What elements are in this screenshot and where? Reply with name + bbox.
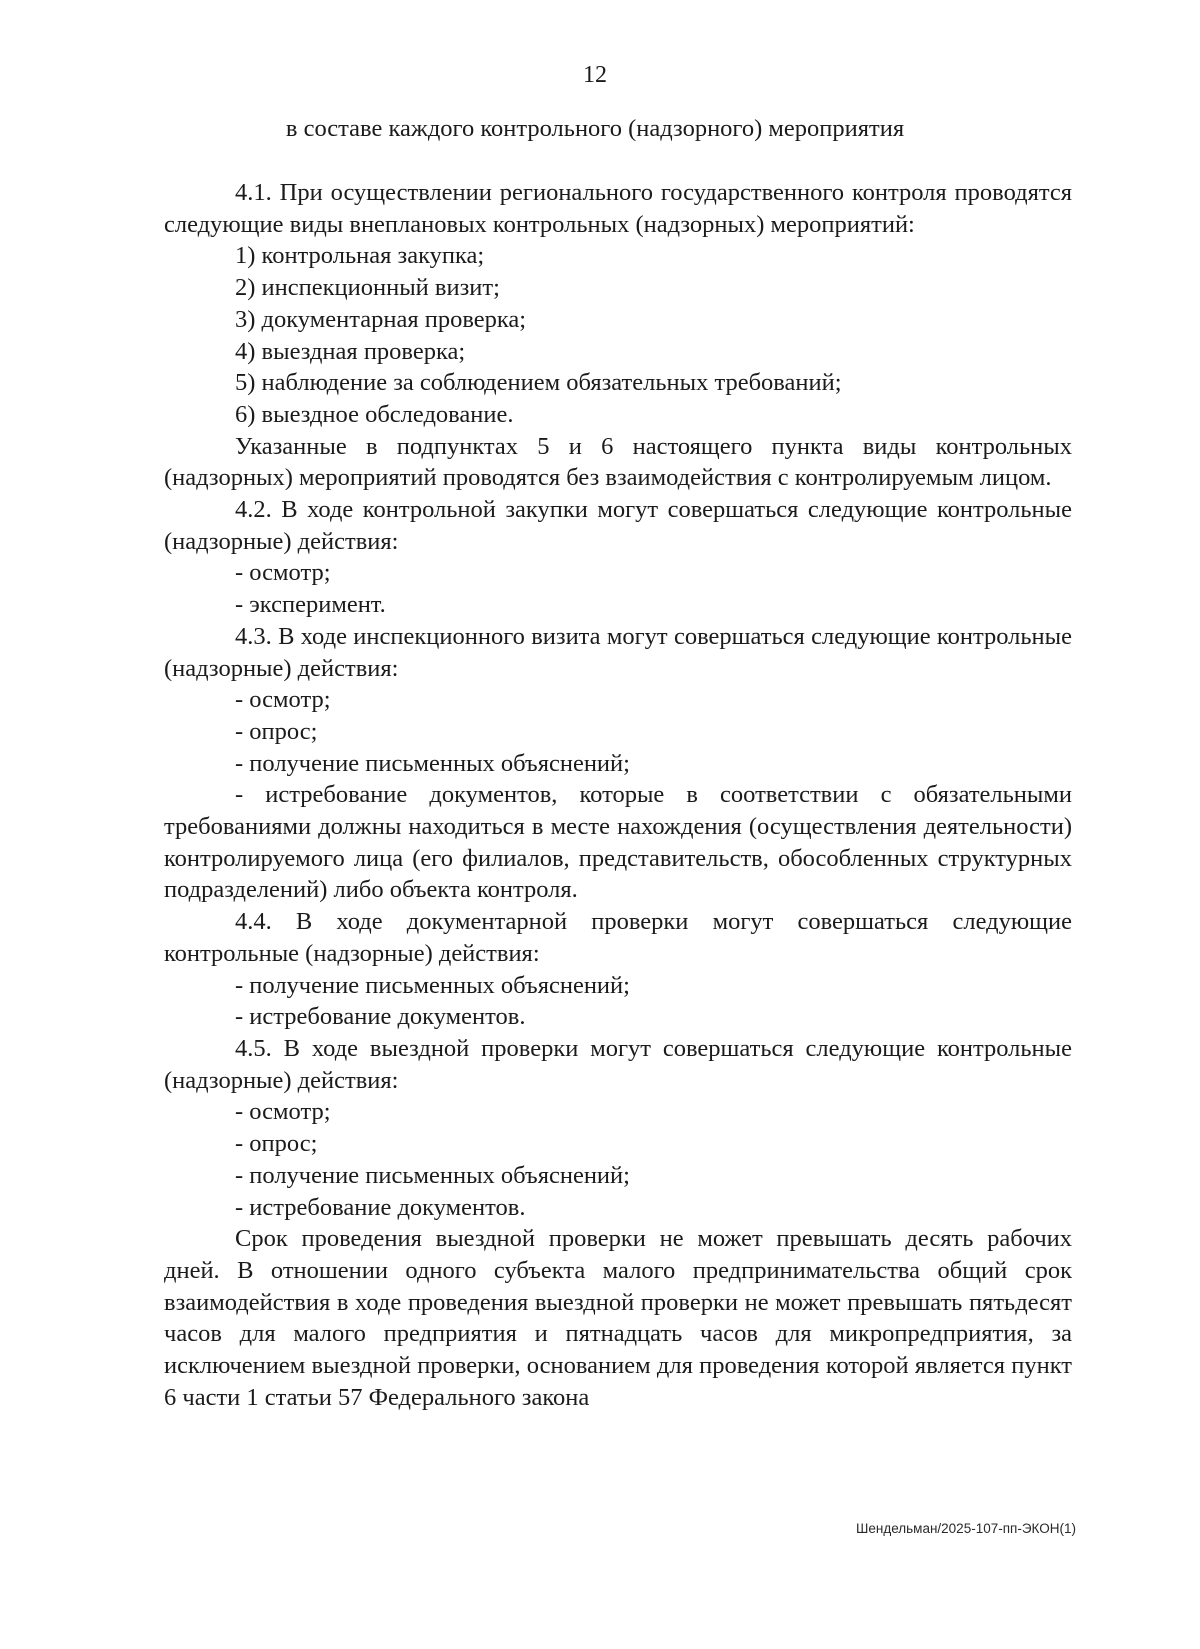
list-item: 4) выездная проверка; [235, 337, 466, 365]
paragraph-4-1: 4.1. При осуществлении регионального государственного контроля проводятся следующие виды внеплановых контрольных (надзорных) мероприятий: [164, 179, 1072, 238]
list-item: 3) документарная проверка; [235, 305, 527, 333]
document-body [164, 177, 1072, 1413]
list-item: - эксперимент. [235, 591, 386, 619]
list-item: 6) выездное обследование. [235, 400, 514, 428]
list-item: - осмотр; [235, 686, 331, 714]
list-item: - осмотр; [235, 559, 331, 587]
list-item: - получение письменных объяснений; [235, 971, 630, 999]
list-item: - получение письменных объяснений; [235, 1161, 630, 1189]
list-item: 2) инспекционный визит; [235, 274, 500, 302]
paragraph-4-2: 4.2. В ходе контрольной закупки могут совершаться следующие контрольные (надзорные) действия: [164, 496, 1072, 555]
list-item-long: - истребование документов, которые в соответствии с обязательными требованиями должны находиться в месте нахождения (осуществления деятельности) контролируемого лица (его филиалов, представительств, обособленных структурных подразделений) либо объекта контроля. [164, 781, 1072, 904]
list-item: 5) наблюдение за соблюдением обязательных требований; [235, 369, 842, 397]
paragraph-4-3: 4.3. В ходе инспекционного визита могут совершаться следующие контрольные (надзорные) действия: [164, 622, 1072, 682]
paragraph-term: Срок проведения выездной проверки не может превышать десять рабочих дней. В отношении одного субъекта малого предпринимательства общий срок взаимодействия в ходе проведения выездной проверки не может превышать пятьдесят часов для малого предприятия и пятнадцать часов для микропредприятия, за исключением выездной проверки, основанием для проведения которой является пункт 6 части 1 статьи 57 Федерального закона [164, 1225, 1072, 1411]
page-number: 12 [583, 62, 607, 88]
document-code: Шендельман/2025-107-пп-ЭКОН(1) [855, 1521, 1076, 1536]
section-title: в составе каждого контрольного (надзорного) мероприятия [285, 115, 905, 142]
list-item: - истребование документов. [235, 1003, 526, 1031]
list-item: - опрос; [235, 1130, 318, 1158]
list-item: 1) контрольная закупка; [235, 242, 485, 270]
list-item: - получение письменных объяснений; [235, 749, 630, 777]
paragraph-note: Указанные в подпунктах 5 и 6 настоящего пункта виды контрольных (надзорных) мероприятий проводятся без взаимодействия с контролируемым лицом. [164, 432, 1072, 492]
list-item: - опрос; [235, 717, 318, 745]
paragraph-4-4: 4.4. В ходе документарной проверки могут совершаться следующие контрольные (надзорные) действия: [164, 908, 1072, 967]
paragraph-4-5: 4.5. В ходе выездной проверки могут совершаться следующие контрольные (надзорные) действия: [164, 1034, 1072, 1094]
list-item: - осмотр; [235, 1098, 331, 1126]
list-item: - истребование документов. [235, 1193, 526, 1221]
